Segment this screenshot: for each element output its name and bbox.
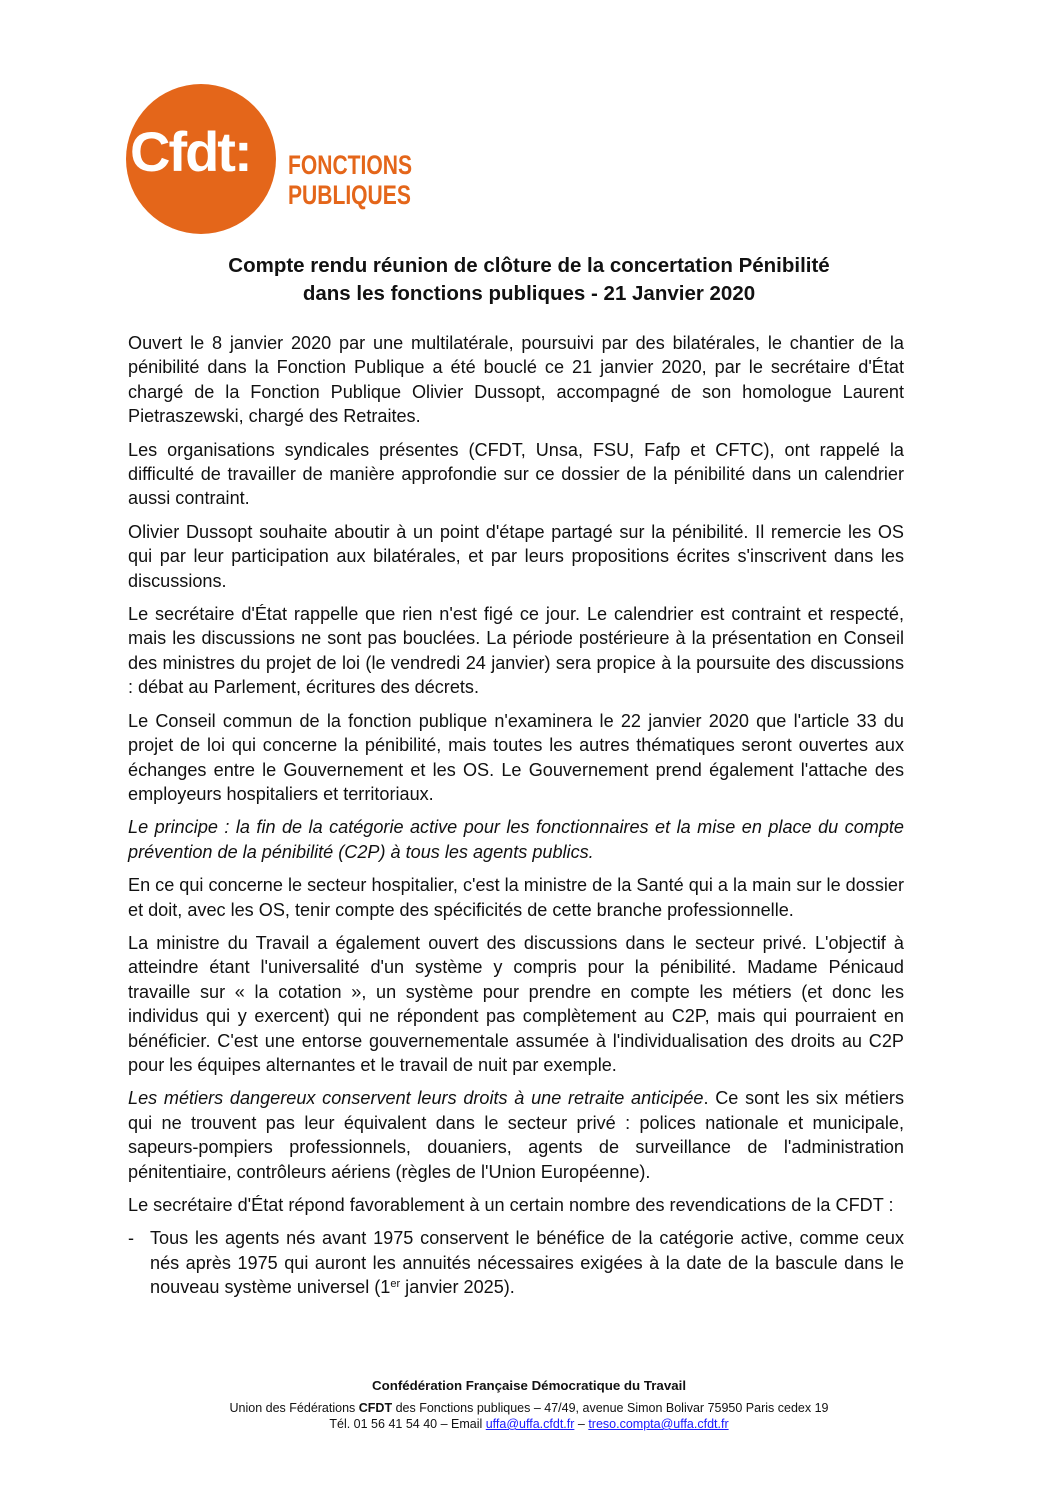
demands-list [128, 1226, 904, 1299]
email-link-treso[interactable]: treso.compta@uffa.cfdt.fr [588, 1417, 729, 1431]
bullet-text-a: Tous les agents nés avant 1975 conservent le bénéfice de la catégorie active, comme ceux nés après 1975 qui auront les annuités nécessaires exigées à la date de la bascule dans le nouveau système universel (1 [150, 1228, 904, 1298]
paragraph-3: Olivier Dussopt souhaite aboutir à un point d'étape partagé sur la pénibilité. Il remercie les OS qui par leur participation aux bilatérales, et par leurs propositions écrites s'inscrivent dans les discussions. [128, 521, 904, 591]
footer-address-a: Union des Fédérations [229, 1401, 359, 1415]
footer-address [0, 1400, 1058, 1416]
title-line2: dans les fonctions publiques - 21 Janvier 2020 [302, 282, 756, 305]
paragraph-8: La ministre du Travail a également ouvert des discussions dans le secteur privé. L'objectif à atteindre étant l'universalité d'un système y compris pour la pénibilité. Madame Pénicaud travaille sur « la cotation », un système pour prendre en compte les métiers (et donc les individus qui y exercent) qui ne répondent pas complètement au C2P, mais qui pourraient en bénéficier. C'est une entorse gouvernementale assumée à l'individualisation des droits au C2P pour les équipes alternantes et le travail de nuit par exemple. [128, 932, 904, 1075]
logo-subtitle [288, 150, 412, 210]
logo-line1: FONCTIONS [288, 150, 413, 180]
logo-brand: Cfdt: [130, 120, 251, 183]
document-title [0, 252, 1058, 308]
bullet-sup: er [390, 1278, 401, 1291]
footer-contact [0, 1416, 1058, 1432]
list-item [128, 1226, 904, 1299]
paragraph-9-italic: Les métiers dangereux conservent leurs droits à une retraite anticipée [128, 1088, 704, 1109]
bullet-dash: - [128, 1228, 135, 1249]
paragraph-2: Les organisations syndicales présentes (CFDT, Unsa, FSU, Fafp et CFTC), ont rappelé la difficulté de travailler de manière approfondie sur ce dossier de la pénibilité dans un calendrier aussi contraint. [128, 439, 904, 509]
logo-circle [126, 84, 276, 234]
footer-address-cfdt: CFDT [358, 1401, 393, 1415]
paragraph-9-rest: . Ce sont les six métiers qui ne trouvent pas leur équivalent dans le secteur privé : polices nationale et municipale, sapeurs-pompiers professionnels, douaniers, agents de surveillance de l'administration pénitentiaire, contrôleurs aériens (règles de l'Union Européenne). [128, 1088, 904, 1182]
title-line1: Compte rendu réunion de clôture de la concertation Pénibilité [228, 254, 830, 277]
document-body [128, 331, 904, 1300]
page-footer [0, 1378, 1058, 1432]
bullet-text-b: janvier 2025). [400, 1277, 515, 1298]
paragraph-5: Le Conseil commun de la fonction publique n'examinera le 22 janvier 2020 que l'article 33 du projet de loi qui concerne la pénibilité, mais toutes les autres thématiques seront ouvertes aux échanges entre le Gouvernement et les OS. Le Gouvernement prend également l'attache des employeurs hospitaliers et territoriaux. [128, 710, 904, 804]
footer-phone: Tél. 01 56 41 54 40 – Email [329, 1417, 486, 1431]
paragraph-6-principle: Le principe : la fin de la catégorie active pour les fonctionnaires et la mise en place du compte prévention de la pénibilité (C2P) à tous les agents publics. [128, 817, 904, 862]
email-link-uffa[interactable]: uffa@uffa.cfdt.fr [485, 1417, 575, 1431]
logo-line2: PUBLIQUES [288, 180, 411, 210]
footer-separator: – [574, 1417, 589, 1431]
paragraph-7: En ce qui concerne le secteur hospitalier, c'est la ministre de la Santé qui a la main sur le dossier et doit, avec les OS, tenir compte des spécificités de cette branche professionnelle. [128, 875, 904, 920]
paragraph-4: Le secrétaire d'État rappelle que rien n'est figé ce jour. Le calendrier est contraint et respecté, mais les discussions ne sont pas bouclées. La période postérieure à la présentation en Conseil des ministres du projet de loi (le vendredi 24 janvier) sera propice à la poursuite des discussions : débat au Parlement, écritures des décrets. [128, 604, 904, 698]
paragraph-9 [128, 1086, 904, 1184]
footer-confederation: Confédération Française Démocratique du Travail [371, 1378, 687, 1393]
cfdt-logo [126, 84, 426, 234]
paragraph-10: Le secrétaire d'État répond favorablement à un certain nombre des revendications de la CFDT : [128, 1195, 894, 1215]
footer-address-c: des Fonctions publiques – 47/49, avenue Simon Bolivar 75950 Paris cedex 19 [392, 1401, 829, 1415]
paragraph-1: Ouvert le 8 janvier 2020 par une multilatérale, poursuivi par des bilatérales, le chantier de la pénibilité dans la Fonction Publique a été bouclé ce 21 janvier 2020, par le secrétaire d'État chargé de la Fonction Publique Olivier Dussopt, accompagné de son homologue Laurent Pietraszewski, chargé des Retraites. [128, 333, 904, 427]
